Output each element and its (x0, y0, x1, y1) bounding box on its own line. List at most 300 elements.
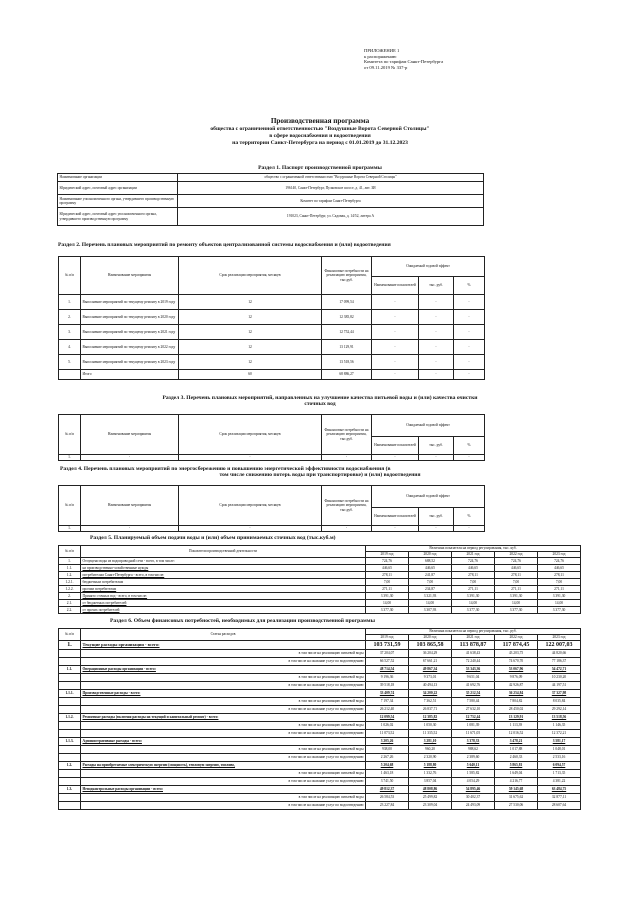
row-num: 2. (59, 310, 81, 325)
cell-value: 5 640,11 (452, 762, 495, 770)
row-name: в том числе на оказание услуг по водоотведению (81, 778, 366, 786)
table-row (59, 722, 581, 730)
row-name: - (81, 526, 179, 532)
cell-value: 49 812,37 (366, 786, 409, 794)
total-term: 60 (179, 370, 322, 380)
row-name: от бюджетных потребителей (81, 600, 366, 607)
table-row (59, 738, 581, 746)
cell-value: 54 472,71 (538, 666, 581, 674)
row-num: 1.1.1. (59, 690, 81, 698)
cell-value: 9 876,09 (495, 674, 538, 682)
doc-subtitle (0, 126, 640, 147)
cell-value: 37 327,98 (538, 690, 581, 698)
cell-value: 122 007,03 (538, 641, 581, 650)
total-thousand: - (419, 370, 454, 380)
cell-value: 3 581,17 (538, 738, 581, 746)
cell-value: 9 651,04 (452, 674, 495, 682)
col-name: Статья расходов (81, 629, 366, 641)
section6-heading: Раздел 6. Объем финансовых потребностей, необходимых для реализации производственной программы (110, 618, 375, 624)
row-num: 1. (59, 526, 81, 532)
row-sum: 13 129,91 (322, 340, 372, 355)
col-num: № п/п (59, 486, 81, 526)
cell-value: 271,11 (538, 586, 581, 593)
row-num (59, 730, 81, 738)
table-row (59, 802, 581, 810)
cell-value: 12 385,82 (409, 714, 452, 722)
cell-value: 1 026,02 (366, 722, 409, 730)
col-name: Наименование мероприятия (81, 257, 179, 295)
col-effect: Ожидаемый годовой эффект (372, 415, 485, 437)
row-name: Выполнение мероприятий по текущему ремонту в 2020 году (81, 310, 179, 325)
row-num: 1.1. (59, 666, 81, 674)
cell-value: 54 895,46 (452, 786, 495, 794)
section4-heading (60, 466, 640, 478)
cell-value: 7,00 (409, 579, 452, 586)
row-name: потребителям Санкт-Петербурга - всего, в том числе: (81, 572, 366, 579)
col-num: № п/п (59, 415, 81, 455)
row-name: Расходы на приобретаемые электрическую энергию (мощность), тепловую энергию, топливо, (81, 762, 366, 770)
col-thousand: тыс. руб. (419, 277, 454, 295)
cell-value: 33 409,74 (366, 690, 409, 698)
cell-value: 3 281,10 (409, 738, 452, 746)
doc-territory: на территории Санкт-Петербурга на период с 01.01.2019 до 31.12.2023 (232, 140, 408, 146)
cell-value: 49 867,34 (409, 666, 452, 674)
cell-value: 5 204,68 (366, 762, 409, 770)
row-sum: 12 752,44 (322, 325, 372, 340)
cell-value: 14,00 (452, 600, 495, 607)
row-name: Выполнение мероприятий по текущему ремонту в 2023 году (81, 355, 179, 370)
cell-value: 53 067,96 (495, 666, 538, 674)
row-name: в том числе на реализацию питьевой воды (81, 698, 366, 706)
passport-value: 191023, Санкт-Петербург, ул. Садовая, д. 14/52, литера А (178, 208, 484, 226)
table-row (59, 762, 581, 770)
total-label: Итого (81, 370, 179, 380)
table-row (59, 786, 581, 794)
row-thousand: - (419, 526, 454, 532)
cell-value: 7 580,44 (452, 698, 495, 706)
cell-value: 36 204,29 (409, 650, 452, 658)
section3-table (58, 414, 485, 461)
cell-value: 63 484,75 (538, 786, 581, 794)
row-percent: - (454, 310, 485, 325)
cell-value: 3 377,30 (495, 607, 538, 614)
row-name: Неподконтрольные расходы организации - всего: (81, 786, 366, 794)
cell-value: 10 230,20 (538, 674, 581, 682)
section4-heading-line1: Раздел 4. Перечень плановых мероприятий по энергосбережению и повышению энергетической эффективности водоснабжения (в (60, 466, 391, 472)
cell-value: 2 389,60 (452, 754, 495, 762)
cell-value: 2 320,90 (409, 754, 452, 762)
section1-heading: Раздел 1. Паспорт производственной программы (258, 165, 382, 171)
row-num (59, 682, 81, 690)
cell-value: 271,11 (452, 586, 495, 593)
cell-value: 43 203,75 (495, 650, 538, 658)
cell-value: 13 518,56 (538, 714, 581, 722)
table-row (59, 666, 581, 674)
row-percent: - (454, 355, 485, 370)
cell-value: 23 309,04 (409, 802, 452, 810)
table-row (59, 295, 485, 310)
col-year: 2019 год (366, 635, 409, 641)
table-row (59, 641, 581, 650)
cell-value: 77 186,37 (538, 658, 581, 666)
row-indicator: - (372, 340, 419, 355)
cell-value: 40 494,13 (409, 682, 452, 690)
doc-org: общества с ограниченной ответственностью "Воздушные Ворота Северной Столицы" (210, 126, 430, 132)
row-thousand: - (419, 340, 454, 355)
cell-value: 14,00 (538, 600, 581, 607)
row-num: 2. (59, 593, 81, 600)
cell-value: 44 197,51 (538, 682, 581, 690)
row-thousand: - (419, 295, 454, 310)
section4-table (58, 485, 485, 532)
section5-heading: Раздел 5. Планируемый объем подачи воды и (или) объем принимаемых сточных вод (тыс.куб.м) (90, 535, 336, 541)
table-row (59, 674, 581, 682)
table-row (59, 325, 485, 340)
cell-value: 3 391,30 (495, 593, 538, 600)
row-num: 3. (59, 325, 81, 340)
cell-value: 36 254,84 (495, 690, 538, 698)
row-term: 12 (179, 310, 322, 325)
col-year: 2020 год (409, 552, 452, 558)
table-row (59, 355, 485, 370)
row-num (59, 794, 81, 802)
cell-value: 29 292,14 (538, 706, 581, 714)
cell-value: 7,00 (452, 579, 495, 586)
cell-value: 4 216,77 (495, 778, 538, 786)
row-name: в том числе на оказание услуг по водоотведению (81, 754, 366, 762)
table-row (59, 558, 581, 565)
cell-value: 3 377,30 (366, 607, 409, 614)
cell-value: 3 321,93 (409, 593, 452, 600)
cell-value: 26 837,71 (409, 706, 452, 714)
table-row (59, 310, 485, 325)
cell-value: 12 016,52 (495, 730, 538, 738)
row-num: 1. (59, 295, 81, 310)
cell-value: 14,00 (409, 600, 452, 607)
row-name: в том числе на реализацию питьевой воды (81, 722, 366, 730)
col-percent: % (454, 508, 485, 526)
row-name: в том числе на оказание услуг по водоотведению (81, 802, 366, 810)
cell-value: 12 099,54 (366, 714, 409, 722)
row-num: 1.2.1. (59, 579, 81, 586)
table-row (59, 340, 485, 355)
col-percent: % (454, 277, 485, 295)
cell-value: 25 499,82 (409, 794, 452, 802)
cell-value: 11 335,52 (409, 730, 452, 738)
table-row (59, 658, 581, 666)
passport-value: общество с ограниченной ответственностью "Воздушные Ворота Северной Столицы" (178, 174, 484, 182)
cell-value: 724,76 (366, 558, 409, 565)
row-num (59, 658, 81, 666)
row-name: Отпущено воды из водопроводной сети - всего, в том числе: (81, 558, 366, 565)
row-sum: 17 099,54 (322, 295, 372, 310)
col-name: Показатели производственной деятельности (81, 546, 366, 558)
cell-value: 271,11 (495, 586, 538, 593)
section5-table (58, 545, 581, 614)
section1-table (57, 173, 484, 226)
cell-value: 3 377,30 (538, 607, 581, 614)
cell-value: 1 081,39 (452, 722, 495, 730)
cell-value: 3 378,33 (452, 738, 495, 746)
table-row (59, 607, 581, 614)
table-header-row (59, 486, 485, 508)
cell-value: 13 129,91 (495, 714, 538, 722)
col-name: Наименование мероприятия (81, 486, 179, 526)
table-row (58, 182, 484, 195)
cell-value: 3 377,30 (452, 607, 495, 614)
row-num (59, 698, 81, 706)
cell-value: 960,20 (409, 746, 452, 754)
row-term: 12 (179, 325, 322, 340)
cell-value: 113 878,87 (452, 641, 495, 650)
row-num: 1. (59, 558, 81, 565)
table-row (59, 600, 581, 607)
table-row (59, 778, 581, 786)
cell-value: 4 054,29 (452, 778, 495, 786)
row-sum: 12 385,82 (322, 310, 372, 325)
cell-value: 14,00 (495, 600, 538, 607)
passport-label: Наименование уполномоченного органа, утвердившего производственную программу (58, 195, 178, 208)
cell-value: 3 391,30 (366, 593, 409, 600)
cell-value: 12 752,44 (452, 714, 495, 722)
cell-value: 1 146,35 (538, 722, 581, 730)
row-indicator: - (372, 455, 419, 461)
row-thousand: - (419, 455, 454, 461)
cell-value: 12 372,21 (538, 730, 581, 738)
col-year: 2021 год (452, 552, 495, 558)
cell-value: 3 857,04 (409, 778, 452, 786)
table-row (59, 579, 581, 586)
cell-value: 241,87 (409, 572, 452, 579)
row-name: Административные расходы - всего: (81, 738, 366, 746)
row-name: в том числе на оказание услуг по водоотведению (81, 706, 366, 714)
row-num: 1.1.3. (59, 738, 81, 746)
col-num: № п/п (59, 546, 81, 558)
table-row (59, 730, 581, 738)
col-year: 2021 год (452, 635, 495, 641)
row-percent: - (454, 455, 485, 461)
passport-label: Юридический адрес, почтовый адрес организации (58, 182, 178, 195)
cell-value: 1 713,35 (538, 770, 581, 778)
cell-value: 27 632,10 (452, 706, 495, 714)
cell-value: 59 145,68 (495, 786, 538, 794)
cell-value: 3 478,21 (495, 738, 538, 746)
cell-value: 41 638,43 (452, 650, 495, 658)
section3-heading-line1: Раздел 3. Перечень плановых мероприятий, направленных на улучшение качества питьевой воды и (или) качества очистки (162, 395, 478, 401)
appendix-line-2: Комитета по тарифам Санкт-Петербурга (364, 59, 444, 65)
cell-value: 44 820,66 (538, 650, 581, 658)
row-num: 2.2. (59, 607, 81, 614)
row-term: 12 (179, 295, 322, 310)
cell-value: 42 926,87 (495, 682, 538, 690)
cell-value: 724,76 (495, 558, 538, 565)
section4-heading-line2: том числе снижению потерь воды при транспортировке) и (или) водоотведения (219, 472, 421, 478)
col-period: Величина показателя на период регулирования, тыс. куб. (366, 546, 581, 552)
cell-value: 8 035,84 (538, 698, 581, 706)
cell-value: 41 692,76 (452, 682, 495, 690)
row-num: 1.2. (59, 762, 81, 770)
cell-value: 938,00 (366, 746, 409, 754)
cell-value: 28 450,02 (495, 706, 538, 714)
col-finance: Финансовые потребности на реализацию мероприятия, тыс.руб. (322, 486, 372, 526)
col-year: 2023 год (538, 552, 581, 558)
cell-value: 26 212,40 (366, 706, 409, 714)
cell-value: 446,65 (538, 565, 581, 572)
row-name: Операционные расходы организации - всего: (81, 666, 366, 674)
passport-value: 196140, Санкт-Петербург, Пулковское шоссе, д. 41, лит. ЗИ (178, 182, 484, 195)
cell-value: 66 527,52 (366, 658, 409, 666)
cell-value: 7,00 (495, 579, 538, 586)
cell-value: 103 731,59 (366, 641, 409, 650)
cell-value: 724,76 (538, 558, 581, 565)
table-row (58, 174, 484, 182)
col-num: № п/п (59, 629, 81, 641)
row-num (59, 746, 81, 754)
cell-value: 7 197,34 (366, 698, 409, 706)
cell-value: 39 518,18 (366, 682, 409, 690)
col-num: № п/п (59, 257, 81, 295)
row-indicator: - (372, 526, 419, 532)
row-term: - (179, 526, 322, 532)
cell-value: 6 094,57 (538, 762, 581, 770)
row-sum: - (322, 455, 372, 461)
table-row (59, 714, 581, 722)
row-thousand: - (419, 310, 454, 325)
cell-value: 9 196,36 (366, 674, 409, 682)
cell-value: 5 188,80 (409, 762, 452, 770)
col-indicator: Наименование показателей (372, 508, 419, 526)
col-thousand: тыс. руб. (419, 508, 454, 526)
section2-heading: Раздел 2. Перечень плановых мероприятий по ремонту объектов централизованной системы водоснабжения и (или) водоотведения (58, 242, 391, 248)
row-percent: - (454, 295, 485, 310)
section3-heading-line2: сточных вод (304, 401, 336, 407)
table-row (59, 650, 581, 658)
cell-value: 724,76 (452, 558, 495, 565)
table-header-row (59, 415, 485, 437)
row-num: 1.1. (59, 565, 81, 572)
cell-value: 278,11 (452, 572, 495, 579)
cell-value: 4 381,22 (538, 778, 581, 786)
cell-value: 1 463,18 (366, 770, 409, 778)
cell-value: 7 804,82 (495, 698, 538, 706)
cell-value: 48 714,54 (366, 666, 409, 674)
row-thousand: - (419, 355, 454, 370)
row-num (59, 674, 81, 682)
section6-table (58, 628, 581, 810)
row-name: от прочих потребителей (81, 607, 366, 614)
table-row (59, 698, 581, 706)
row-num (59, 778, 81, 786)
row-num (59, 802, 81, 810)
row-percent: - (454, 340, 485, 355)
col-effect: Ожидаемый годовой эффект (372, 486, 485, 508)
cell-value: 446,65 (409, 565, 452, 572)
total-indicator: - (372, 370, 419, 380)
row-name: в том числе на оказание услуг по водоотведению (81, 658, 366, 666)
cell-value: 23 227,84 (366, 802, 409, 810)
row-name: Выполнение мероприятий по текущему ремонту в 2019 году (81, 295, 179, 310)
cell-value: 278,11 (366, 572, 409, 579)
row-num: 1. (59, 455, 81, 461)
cell-value: 14,00 (366, 600, 409, 607)
table-row (59, 794, 581, 802)
total-percent: - (454, 370, 485, 380)
doc-sphere: в сфере водоснабжения и водоотведения (269, 133, 371, 139)
doc-title: Производственная программа (270, 117, 370, 125)
table-row (59, 526, 485, 532)
cell-value: 37 204,07 (366, 650, 409, 658)
table-row (58, 195, 484, 208)
table-row (59, 754, 581, 762)
row-num: 4. (59, 340, 81, 355)
row-num: 1.2. (59, 572, 81, 579)
cell-value: 3 205,26 (366, 738, 409, 746)
row-percent: - (454, 325, 485, 340)
cell-value: 7,00 (366, 579, 409, 586)
row-num: 1.2.2. (59, 586, 81, 593)
cell-value: 3 391,30 (452, 593, 495, 600)
cell-value: 1 017,88 (495, 746, 538, 754)
table-row (59, 593, 581, 600)
cell-value: 32 877,11 (538, 794, 581, 802)
row-num (59, 722, 81, 730)
table-row (59, 770, 581, 778)
row-num (59, 754, 81, 762)
cell-value: 271,11 (366, 586, 409, 593)
section3-heading (60, 395, 640, 407)
table-row (59, 746, 581, 754)
row-name: в том числе на реализацию питьевой воды (81, 770, 366, 778)
row-name: в том числе на реализацию питьевой воды (81, 650, 366, 658)
col-term: Срок реализации мероприятия, месяцев (179, 486, 322, 526)
row-name: в том числе на реализацию питьевой воды (81, 674, 366, 682)
cell-value: 35 212,54 (452, 690, 495, 698)
row-num: 1.1.2. (59, 714, 81, 722)
row-num: 5. (59, 355, 81, 370)
table-row (59, 706, 581, 714)
row-thousand: - (419, 325, 454, 340)
row-indicator: - (372, 355, 419, 370)
cell-value: 446,65 (495, 565, 538, 572)
cell-value: 7 362,51 (409, 698, 452, 706)
cell-value: 3 307,93 (409, 607, 452, 614)
col-effect: Ожидаемый годовой эффект (372, 257, 485, 277)
row-term: 12 (179, 340, 322, 355)
cell-value: 72 240,44 (452, 658, 495, 666)
cell-value: 1 048,01 (538, 746, 581, 754)
row-name: Текущие расходы организации - всего: (81, 641, 366, 650)
table-row (59, 565, 581, 572)
table-row (59, 586, 581, 593)
cell-value: 67 661,21 (409, 658, 452, 666)
cell-value: 234,87 (409, 586, 452, 593)
row-percent: - (454, 526, 485, 532)
row-name: Ремонтные расходы (включая расходы на текущий и капитальный ремонт) - всего: (81, 714, 366, 722)
row-sum: - (322, 526, 372, 532)
cell-value: 30 402,37 (452, 794, 495, 802)
cell-value: 446,65 (452, 565, 495, 572)
row-name: Выполнение мероприятий по текущему ремонту в 2022 году (81, 340, 179, 355)
cell-value: 117 874,45 (495, 641, 538, 650)
col-year: 2019 год (366, 552, 409, 558)
row-name: на производственно-хозяйственные нужды (81, 565, 366, 572)
cell-value: 1 332,76 (409, 770, 452, 778)
cell-value: 103 865,58 (409, 641, 452, 650)
col-year: 2020 год (409, 635, 452, 641)
cell-value: 2 267,26 (366, 754, 409, 762)
col-finance: Финансовые потребности на реализацию мероприятия, тыс.руб. (322, 257, 372, 295)
col-finance: Финансовые потребности на реализацию мероприятия, тыс.руб. (322, 415, 372, 455)
